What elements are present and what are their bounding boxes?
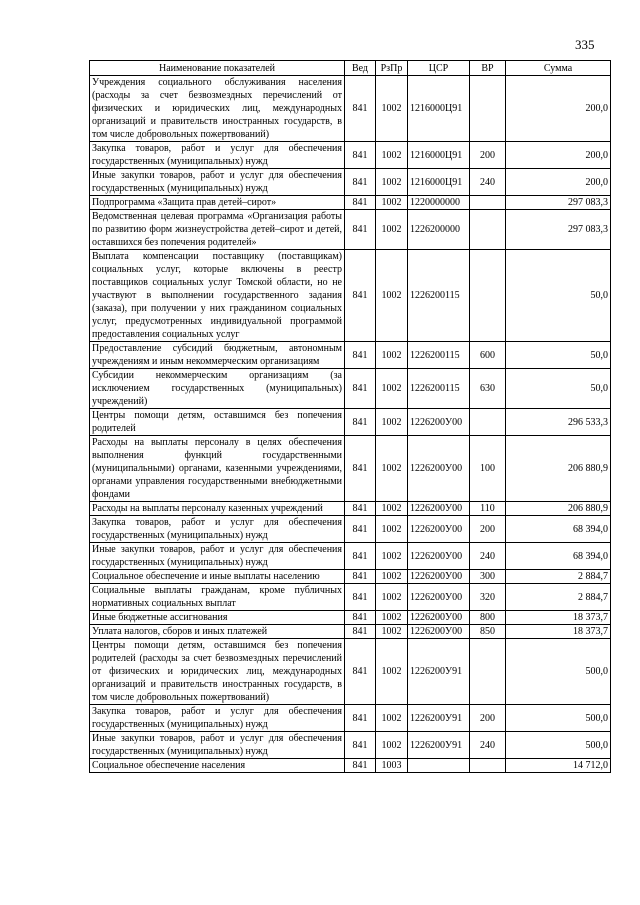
cell-rzpr: 1002 (376, 169, 408, 196)
table-row (90, 516, 611, 543)
table-row (90, 369, 611, 409)
cell-sum: 500,0 (506, 639, 611, 705)
cell-sum: 206 880,9 (506, 436, 611, 502)
table-row (90, 732, 611, 759)
cell-csr: 1226200У00 (408, 611, 470, 625)
cell-name: Социальные выплаты гражданам, кроме публичных нормативных социальных выплат (90, 584, 345, 611)
cell-name: Субсидии некоммерческим организациям (за исключением государственных (муниципальных) учреждений) (90, 369, 345, 409)
cell-sum: 296 533,3 (506, 409, 611, 436)
cell-name: Закупка товаров, работ и услуг для обеспечения государственных (муниципальных) нужд (90, 142, 345, 169)
cell-sum: 200,0 (506, 142, 611, 169)
table-row (90, 611, 611, 625)
cell-name: Иные закупки товаров, работ и услуг для обеспечения государственных (муниципальных) нужд (90, 169, 345, 196)
cell-ved: 841 (345, 584, 376, 611)
cell-sum: 68 394,0 (506, 543, 611, 570)
table-row (90, 250, 611, 342)
page-number: 335 (575, 37, 595, 52)
table-row (90, 584, 611, 611)
cell-vr (470, 759, 506, 773)
cell-ved: 841 (345, 250, 376, 342)
cell-name: Иные закупки товаров, работ и услуг для обеспечения государственных (муниципальных) нужд (90, 543, 345, 570)
cell-csr: 1226200У00 (408, 436, 470, 502)
cell-ved: 841 (345, 169, 376, 196)
table-row (90, 502, 611, 516)
table-row (90, 342, 611, 369)
cell-sum: 2 884,7 (506, 584, 611, 611)
cell-vr (470, 409, 506, 436)
cell-csr: 1226200У91 (408, 639, 470, 705)
cell-sum: 50,0 (506, 250, 611, 342)
cell-vr: 850 (470, 625, 506, 639)
cell-name: Закупка товаров, работ и услуг для обеспечения государственных (муниципальных) нужд (90, 705, 345, 732)
cell-vr: 600 (470, 342, 506, 369)
cell-name: Социальное обеспечение населения (90, 759, 345, 773)
header-rzpr: РзПр (376, 61, 408, 76)
cell-sum: 50,0 (506, 342, 611, 369)
cell-vr (470, 196, 506, 210)
cell-csr: 1226200У00 (408, 409, 470, 436)
cell-csr: 1226200У91 (408, 705, 470, 732)
cell-sum: 297 083,3 (506, 210, 611, 250)
cell-ved: 841 (345, 76, 376, 142)
table-row (90, 169, 611, 196)
cell-rzpr: 1002 (376, 76, 408, 142)
cell-rzpr: 1002 (376, 142, 408, 169)
cell-csr: 1226200У00 (408, 543, 470, 570)
cell-csr: 1220000000 (408, 196, 470, 210)
cell-csr: 1226200000 (408, 210, 470, 250)
table-row (90, 570, 611, 584)
cell-rzpr: 1002 (376, 611, 408, 625)
cell-vr (470, 76, 506, 142)
cell-sum: 500,0 (506, 705, 611, 732)
cell-ved: 841 (345, 732, 376, 759)
cell-rzpr: 1002 (376, 369, 408, 409)
table-row (90, 142, 611, 169)
cell-csr: 1226200У00 (408, 570, 470, 584)
header-name: Наименование показателей (90, 61, 345, 76)
cell-name: Центры помощи детям, оставшимся без попечения родителей (расходы за счет безвозмездных перечислений от физических и юридических лиц, международных организаций и правительств иностранных государств, в том числе добровольных пожертвований) (90, 639, 345, 705)
cell-csr: 1216000Ц91 (408, 76, 470, 142)
cell-rzpr: 1002 (376, 732, 408, 759)
table-row (90, 210, 611, 250)
cell-ved: 841 (345, 210, 376, 250)
cell-rzpr: 1002 (376, 342, 408, 369)
cell-vr: 300 (470, 570, 506, 584)
cell-sum: 206 880,9 (506, 502, 611, 516)
cell-vr: 110 (470, 502, 506, 516)
cell-ved: 841 (345, 369, 376, 409)
cell-rzpr: 1002 (376, 502, 408, 516)
cell-csr: 1226200115 (408, 250, 470, 342)
cell-csr: 1226200У00 (408, 584, 470, 611)
cell-sum: 18 373,7 (506, 611, 611, 625)
cell-csr: 1226200У00 (408, 502, 470, 516)
cell-name: Закупка товаров, работ и услуг для обеспечения государственных (муниципальных) нужд (90, 516, 345, 543)
table-row (90, 705, 611, 732)
cell-rzpr: 1002 (376, 250, 408, 342)
cell-ved: 841 (345, 142, 376, 169)
cell-vr (470, 210, 506, 250)
header-vr: ВР (470, 61, 506, 76)
cell-ved: 841 (345, 625, 376, 639)
cell-sum: 68 394,0 (506, 516, 611, 543)
cell-vr: 200 (470, 142, 506, 169)
cell-csr: 1216000Ц91 (408, 169, 470, 196)
cell-vr: 200 (470, 516, 506, 543)
cell-ved: 841 (345, 570, 376, 584)
header-ved: Вед (345, 61, 376, 76)
cell-vr (470, 639, 506, 705)
cell-sum: 18 373,7 (506, 625, 611, 639)
cell-vr: 240 (470, 732, 506, 759)
cell-name: Учреждения социального обслуживания населения (расходы за счет безвозмездных перечислений от физических и юридических лиц, международных организаций и правительств иностранных государств, в том числе добровольных пожертвований) (90, 76, 345, 142)
cell-name: Социальное обеспечение и иные выплаты населению (90, 570, 345, 584)
table-row (90, 196, 611, 210)
table-row (90, 543, 611, 570)
cell-ved: 841 (345, 502, 376, 516)
cell-rzpr: 1002 (376, 570, 408, 584)
table-row (90, 76, 611, 142)
cell-csr: 1226200У91 (408, 732, 470, 759)
cell-rzpr: 1002 (376, 516, 408, 543)
cell-name: Иные бюджетные ассигнования (90, 611, 345, 625)
cell-vr: 630 (470, 369, 506, 409)
cell-ved: 841 (345, 436, 376, 502)
cell-ved: 841 (345, 516, 376, 543)
header-sum: Сумма (506, 61, 611, 76)
cell-sum: 200,0 (506, 169, 611, 196)
cell-csr: 1226200У00 (408, 625, 470, 639)
cell-ved: 841 (345, 705, 376, 732)
cell-csr (408, 759, 470, 773)
cell-rzpr: 1002 (376, 210, 408, 250)
cell-name: Ведомственная целевая программа «Организация работы по развитию форм жизнеустройства детей–сирот и детей, оставшихся без попечения родителей» (90, 210, 345, 250)
cell-rzpr: 1002 (376, 625, 408, 639)
cell-sum: 14 712,0 (506, 759, 611, 773)
cell-vr: 200 (470, 705, 506, 732)
cell-rzpr: 1002 (376, 409, 408, 436)
table-row (90, 409, 611, 436)
cell-name: Центры помощи детям, оставшимся без попечения родителей (90, 409, 345, 436)
table-body (90, 76, 611, 773)
header-csr: ЦСР (408, 61, 470, 76)
cell-name: Иные закупки товаров, работ и услуг для обеспечения государственных (муниципальных) нужд (90, 732, 345, 759)
cell-rzpr: 1002 (376, 196, 408, 210)
cell-csr: 1226200115 (408, 342, 470, 369)
cell-sum: 2 884,7 (506, 570, 611, 584)
table-row (90, 625, 611, 639)
cell-sum: 200,0 (506, 76, 611, 142)
cell-rzpr: 1002 (376, 436, 408, 502)
cell-vr: 800 (470, 611, 506, 625)
cell-rzpr: 1002 (376, 705, 408, 732)
cell-name: Уплата налогов, сборов и иных платежей (90, 625, 345, 639)
cell-rzpr: 1002 (376, 639, 408, 705)
cell-csr: 1226200115 (408, 369, 470, 409)
cell-name: Выплата компенсации поставщику (поставщикам) социальных услуг, которые включены в реестр поставщиков социальных услуг Томской области, но не участвуют в выполнении государственного задания (заказа), при получении у них гражданином социальных услуг, предусмотренных индивидуальной программой предоставления социальных услуг (90, 250, 345, 342)
budget-table (89, 60, 611, 773)
table-row (90, 759, 611, 773)
cell-name: Подпрограмма «Защита прав детей–сирот» (90, 196, 345, 210)
table-header-row (90, 61, 611, 76)
cell-vr: 320 (470, 584, 506, 611)
cell-name: Расходы на выплаты персоналу в целях обеспечения выполнения функций государственными (муниципальными) органами, казенными учреждениями, органами управления государственными внебюджетными фондами (90, 436, 345, 502)
cell-rzpr: 1003 (376, 759, 408, 773)
cell-sum: 500,0 (506, 732, 611, 759)
cell-vr: 240 (470, 169, 506, 196)
cell-name: Предоставление субсидий бюджетным, автономным учреждениям и иным некоммерческим организациям (90, 342, 345, 369)
cell-rzpr: 1002 (376, 584, 408, 611)
table-row (90, 436, 611, 502)
cell-ved: 841 (345, 759, 376, 773)
cell-sum: 50,0 (506, 369, 611, 409)
cell-rzpr: 1002 (376, 543, 408, 570)
cell-ved: 841 (345, 543, 376, 570)
cell-ved: 841 (345, 409, 376, 436)
cell-sum: 297 083,3 (506, 196, 611, 210)
cell-vr: 240 (470, 543, 506, 570)
cell-vr: 100 (470, 436, 506, 502)
cell-vr (470, 250, 506, 342)
cell-ved: 841 (345, 639, 376, 705)
cell-csr: 1216000Ц91 (408, 142, 470, 169)
cell-ved: 841 (345, 196, 376, 210)
cell-name: Расходы на выплаты персоналу казенных учреждений (90, 502, 345, 516)
cell-ved: 841 (345, 611, 376, 625)
table-row (90, 639, 611, 705)
cell-csr: 1226200У00 (408, 516, 470, 543)
cell-ved: 841 (345, 342, 376, 369)
